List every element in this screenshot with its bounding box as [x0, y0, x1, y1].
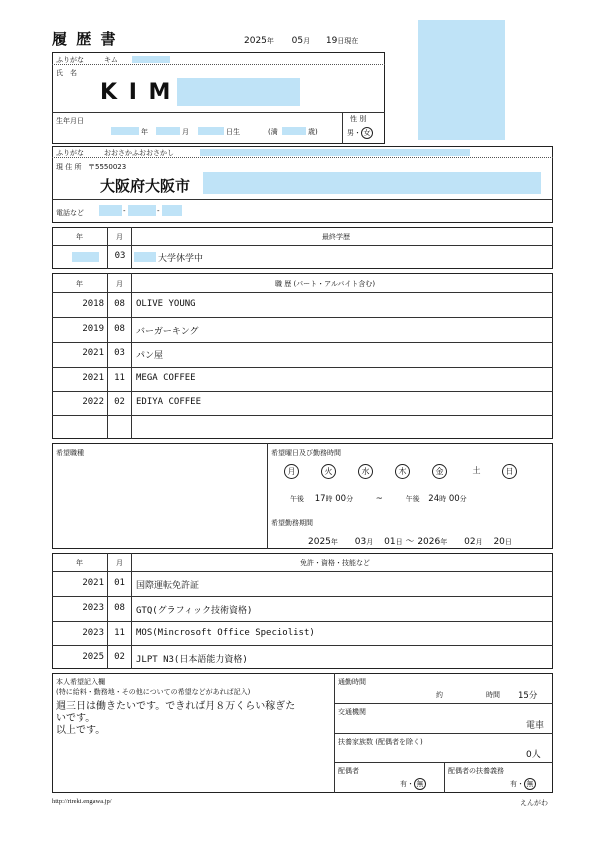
end-ampm: 午後 [405, 495, 420, 503]
address-furigana-value: おおさかふおおさかし [104, 149, 174, 157]
remarks-title: 本人希望記入欄 [56, 678, 105, 686]
work-col-title: 職 歴 (パート・アルバイト含む) [275, 280, 376, 288]
work-text: パン屋 [136, 351, 164, 361]
work-time-row [290, 494, 467, 504]
day-wed: 水 [358, 464, 373, 479]
edu-text: 大学休学中 [158, 254, 204, 264]
phone-dash-2: - [157, 207, 160, 215]
work-year: 2021 [82, 373, 104, 383]
remarks-line-2: いです。 [56, 713, 96, 724]
period-end-month: 02 [464, 537, 476, 547]
day-mon: 月 [284, 464, 299, 479]
commute-minutes: 15分 [518, 691, 538, 701]
lic-year: 2021 [82, 578, 104, 588]
date-month-unit: 月 [303, 37, 311, 45]
day-sun: 日 [502, 464, 517, 479]
period-end-year: 2026 [417, 537, 441, 547]
start-minute: 00 [335, 494, 347, 504]
date-year-unit: 年 [266, 37, 274, 45]
birth-day-unit: 日生 [226, 128, 240, 136]
edu-month: 03 [114, 251, 126, 261]
end-hour: 24 [428, 494, 440, 504]
dependents-label: 扶養家族数 (配偶者を除く) [338, 738, 423, 746]
photo-area [418, 20, 505, 140]
start-ampm: 午後 [290, 495, 304, 503]
period-start-year: 2025 [308, 537, 331, 547]
period-end-day: 20 [493, 537, 505, 547]
work-year: 2018 [82, 299, 104, 309]
education-box [52, 227, 553, 269]
birth-label: 生年月日 [56, 117, 84, 125]
lic-text: MOS(Mincrosoft Office Speciolist) [136, 628, 315, 638]
period-range-sep: ～ [405, 537, 415, 547]
spouse-support-label: 配偶者の扶養義務 [448, 767, 504, 775]
remarks-line-1: 週三日は働きたいです。できれば月８万くらい稼ぎた [56, 701, 296, 712]
lic-col-month: 月 [116, 559, 123, 567]
time-range-sep: ~ [375, 494, 383, 504]
spouse-sep: ・ [407, 780, 414, 788]
gender-female-circled: 女 [361, 127, 373, 139]
phone-label: 電話など [56, 209, 84, 217]
lic-col-year: 年 [76, 559, 83, 567]
lic-year: 2023 [82, 603, 104, 613]
address-furigana-label: ふりがな [56, 149, 84, 157]
date-year: 2025 [244, 36, 267, 46]
gender-options [347, 127, 373, 139]
end-minute: 00 [448, 494, 460, 504]
lic-text: JLPT N3(日本語能力資格) [136, 655, 248, 665]
start-minute-unit: 分 [346, 495, 354, 503]
spouse-yes: 有 [400, 780, 407, 788]
name-value: K I M [100, 80, 173, 105]
start-hour-unit: 時 [325, 495, 333, 503]
birth-year-unit: 年 [141, 128, 148, 136]
commute-hours-unit: 時間 [486, 691, 500, 699]
dependents-value: 0人 [526, 750, 541, 760]
work-month: 08 [114, 324, 125, 334]
lic-text: GTQ(グラフィック技術資格) [136, 606, 253, 616]
period-start-m-unit: 月 [366, 538, 374, 546]
period-start-d-unit: 日 [395, 538, 403, 546]
work-month: 11 [114, 373, 125, 383]
address-label: 現 住 所 [56, 163, 82, 171]
lic-text: 国際運転免許証 [136, 581, 200, 591]
phone-dash-1: - [123, 207, 126, 215]
spouse-no-circled: 無 [414, 778, 426, 790]
day-tue: 火 [321, 464, 336, 479]
transport-label: 交通機関 [338, 708, 366, 716]
address-value: 大阪府大阪市 [100, 177, 191, 195]
work-year: 2021 [82, 348, 104, 358]
lic-month: 11 [114, 628, 125, 638]
footer-brand: えんがわ [520, 799, 548, 807]
work-text: EDIYA COFFEE [136, 397, 202, 407]
lic-month: 08 [114, 603, 125, 613]
birth-month-unit: 月 [182, 128, 189, 136]
end-hour-unit: 時 [439, 495, 447, 503]
lic-month: 02 [114, 652, 125, 662]
period-end-d-unit: 日 [504, 538, 512, 546]
name-label: 氏 名 [56, 69, 77, 77]
work-month: 03 [114, 348, 125, 358]
work-year: 2022 [82, 397, 104, 407]
date-day-unit: 日現在 [337, 37, 359, 45]
support-yes: 有 [510, 780, 517, 788]
commute-label: 通勤時間 [338, 678, 366, 686]
lic-month: 01 [114, 578, 125, 588]
age-close: 歳) [308, 128, 318, 136]
day-sat: 土 [472, 466, 481, 475]
edu-col-month: 月 [116, 233, 123, 241]
day-fri: 金 [432, 464, 447, 479]
start-hour: 17 [314, 494, 326, 504]
remarks-line-3: 以上です。 [56, 725, 106, 736]
wish-job-label: 希望職種 [56, 449, 84, 457]
work-text: MEGA COFFEE [136, 373, 196, 383]
period-end-m-unit: 月 [475, 538, 483, 546]
spouse-options [400, 778, 426, 790]
lic-year: 2025 [82, 652, 104, 662]
work-year: 2019 [82, 324, 104, 334]
period-start-day: 01 [384, 537, 396, 547]
lic-year: 2023 [82, 628, 104, 638]
end-minute-unit: 分 [459, 495, 467, 503]
furigana-label: ふりがな [56, 56, 84, 64]
lic-col-title: 免許・資格・技能など [300, 559, 370, 567]
work-text: OLIVE YOUNG [136, 299, 196, 309]
period-start-month: 03 [354, 537, 367, 547]
work-col-month: 月 [116, 280, 123, 288]
gender-male: 男 [347, 129, 354, 137]
support-no-circled: 無 [524, 778, 536, 790]
work-month: 08 [114, 299, 125, 309]
commute-approx: 約 [436, 691, 443, 699]
support-options [510, 778, 536, 790]
remarks-subtitle: (特に給料・勤務地・その他についての希望などがあれば記入) [56, 688, 251, 696]
work-text: バーガーキング [136, 327, 199, 337]
remarks-text [56, 701, 295, 737]
wish-days-label: 希望曜日及び勤務時間 [271, 449, 341, 457]
gender-sep: ・ [354, 129, 361, 137]
day-thu: 木 [395, 464, 410, 479]
age-open: (満 [268, 128, 278, 136]
wish-period [308, 534, 512, 547]
period-start-y-unit: 年 [330, 538, 338, 546]
edu-col-title: 最終学歴 [322, 233, 350, 241]
gender-label: 性 別 [350, 115, 367, 123]
footer-url[interactable]: http://rireki.engawa.jp/ [52, 798, 112, 805]
support-sep: ・ [517, 780, 524, 788]
work-col-year: 年 [76, 280, 83, 288]
date-line [244, 36, 358, 46]
date-month: 05 [291, 36, 304, 46]
transport-value: 電車 [526, 721, 545, 731]
edu-col-year: 年 [76, 233, 83, 241]
date-day: 19 [325, 36, 338, 46]
weekday-row [284, 464, 524, 480]
furigana-value: キム [104, 56, 118, 64]
period-end-y-unit: 年 [440, 538, 448, 546]
wish-period-label: 希望勤務期間 [271, 519, 313, 527]
spouse-label: 配偶者 [338, 767, 359, 775]
work-month: 02 [114, 397, 125, 407]
page-title: 履 歴 書 [52, 30, 118, 48]
postal-code: 〒5550023 [88, 163, 127, 171]
